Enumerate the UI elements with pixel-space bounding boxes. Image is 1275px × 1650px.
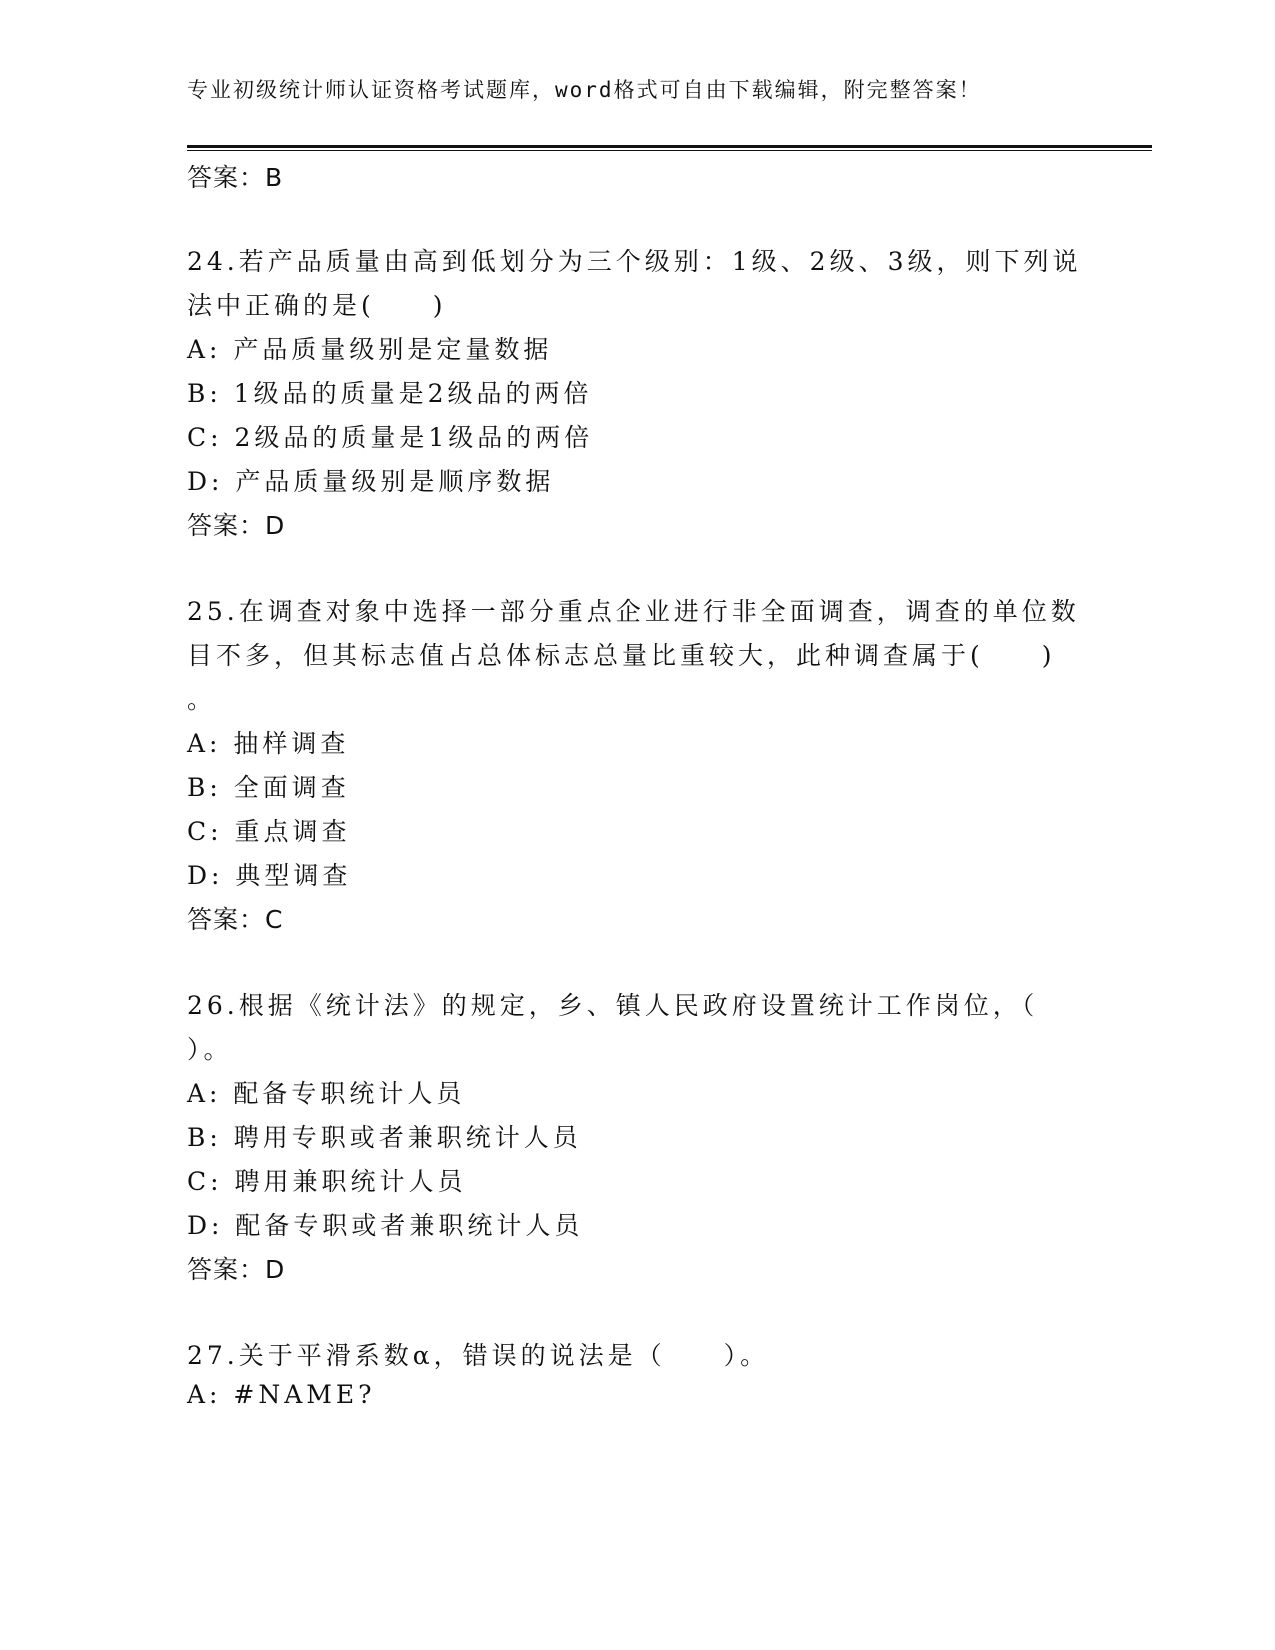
question-25-option-d: D: 典型调查	[187, 861, 352, 890]
question-26-stem-line-1: 26.根据《统计法》的规定，乡、镇人民政府设置统计工作岗位，（	[187, 991, 1039, 1020]
question-24-option-a: A: 产品质量级别是定量数据	[187, 335, 553, 364]
page-header: 专业初级统计师认证资格考试题库，word格式可自由下载编辑，附完整答案！	[187, 78, 982, 102]
question-27-stem-line-1: 27.关于平滑系数α，错误的说法是（ ）。	[187, 1341, 770, 1370]
question-25-option-c: C: 重点调查	[187, 817, 351, 846]
question-26-option-c: C: 聘用兼职统计人员	[187, 1167, 467, 1196]
question-25-option-a: A: 抽样调查	[187, 729, 350, 758]
question-26-option-b: B: 聘用专职或者兼职统计人员	[187, 1123, 582, 1152]
question-24-stem-line-1: 24.若产品质量由高到低划分为三个级别：1级、2级、3级，则下列说	[187, 247, 1082, 276]
question-25-stem-line-3: 。	[187, 685, 217, 714]
answer-25: 答案：C	[187, 905, 284, 934]
question-26-option-a: A: 配备专职统计人员	[187, 1079, 466, 1108]
header-rule-thin	[187, 150, 1152, 151]
question-27-option-a: A: #NAME?	[187, 1380, 376, 1409]
question-26-stem-line-2: ）。	[187, 1035, 233, 1064]
answer-23: 答案：B	[187, 163, 284, 192]
answer-26: 答案：D	[187, 1255, 286, 1284]
question-25-stem-line-2: 目不多，但其标志值占总体标志总量比重较大，此种调查属于( )	[187, 641, 1056, 670]
question-24-stem-line-2: 法中正确的是( )	[187, 291, 447, 320]
question-24-option-d: D: 产品质量级别是顺序数据	[187, 467, 555, 496]
question-25-stem-line-1: 25.在调查对象中选择一部分重点企业进行非全面调查，调查的单位数	[187, 597, 1080, 626]
answer-24: 答案：D	[187, 511, 286, 540]
question-24-option-c: C: 2级品的质量是1级品的两倍	[187, 423, 594, 452]
question-25-option-b: B: 全面调查	[187, 773, 350, 802]
question-26-option-d: D: 配备专职或者兼职统计人员	[187, 1211, 584, 1240]
header-rule-thick	[187, 145, 1152, 148]
question-24-option-b: B: 1级品的质量是2级品的两倍	[187, 379, 593, 408]
